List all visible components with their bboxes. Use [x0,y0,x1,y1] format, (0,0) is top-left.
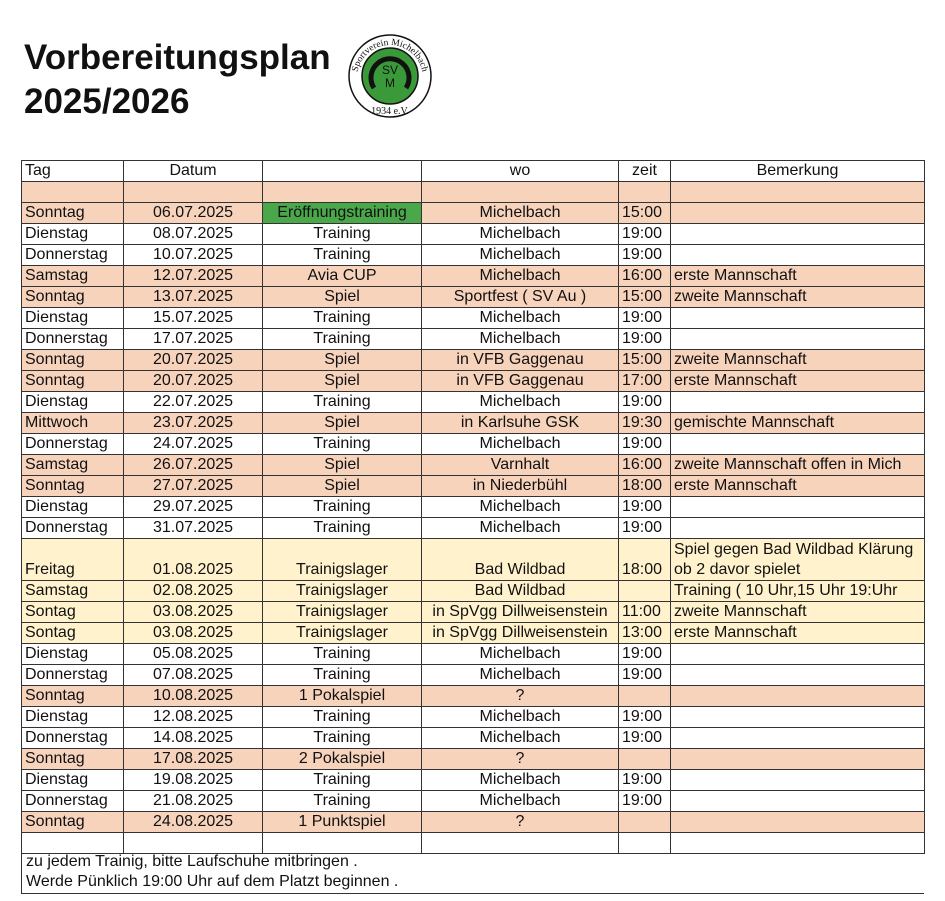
cell-wo: Michelbach [422,665,619,686]
cell-zeit: 19:00 [619,644,671,665]
logo-bottom-text: 1934 e.V. [371,106,409,117]
cell-datum: 20.07.2025 [124,350,263,371]
cell-event [263,833,422,854]
table-row [22,203,925,224]
cell-zeit: 16:00 [619,266,671,287]
cell-zeit: 18:00 [619,539,671,581]
cell-event: 1 Pokalspiel [263,686,422,707]
cell-datum: 08.07.2025 [124,224,263,245]
cell-event: Training [263,665,422,686]
cell-wo [422,182,619,203]
cell-zeit: 16:00 [619,455,671,476]
cell-wo: Michelbach [422,518,619,539]
cell-event: 2 Pokalspiel [263,749,422,770]
cell-tag: Dienstag [22,497,124,518]
cell-event: Training [263,392,422,413]
cell-datum: 05.08.2025 [124,644,263,665]
cell-datum: 24.07.2025 [124,434,263,455]
table-row [22,455,925,476]
cell-wo: Michelbach [422,770,619,791]
club-logo [344,32,436,120]
cell-event: Training [263,770,422,791]
cell-wo: in SpVgg Dillweisenstein [422,623,619,644]
cell-event: Spiel [263,413,422,434]
cell-wo: Bad Wildbad [422,581,619,602]
cell-wo: Michelbach [422,245,619,266]
logo-initials-top: SV [381,63,399,77]
cell-event [263,182,422,203]
table-row [22,581,925,602]
table-row [22,644,925,665]
cell-datum: 17.08.2025 [124,749,263,770]
cell-event: Training [263,707,422,728]
cell-datum [124,833,263,854]
table-row [22,476,925,497]
cell-datum: 27.07.2025 [124,476,263,497]
cell-wo: Michelbach [422,497,619,518]
cell-tag: Dienstag [22,707,124,728]
cell-bemerkung [671,644,925,665]
cell-bemerkung [671,749,925,770]
table-row [22,329,925,350]
cell-wo: in VFB Gaggenau [422,350,619,371]
cell-event: Training [263,329,422,350]
cell-bemerkung [671,833,925,854]
cell-zeit: 15:00 [619,287,671,308]
cell-zeit: 19:00 [619,728,671,749]
cell-bemerkung: zweite Mannschaft [671,287,925,308]
cell-wo: Michelbach [422,644,619,665]
cell-zeit [619,812,671,833]
cell-event: Trainigslager [263,581,422,602]
cell-bemerkung [671,665,925,686]
cell-event: Spiel [263,287,422,308]
table-row [22,308,925,329]
cell-tag: Sonntag [22,203,124,224]
cell-wo: Michelbach [422,203,619,224]
cell-wo: Bad Wildbad [422,539,619,581]
cell-zeit [619,686,671,707]
cell-datum: 23.07.2025 [124,413,263,434]
header-tag: Tag [22,161,124,182]
cell-wo: Michelbach [422,392,619,413]
cell-tag: Dienstag [22,644,124,665]
cell-tag: Donnerstag [22,728,124,749]
cell-wo: in Niederbühl [422,476,619,497]
cell-datum: 13.07.2025 [124,287,263,308]
cell-wo: ? [422,812,619,833]
cell-datum: 26.07.2025 [124,455,263,476]
cell-datum: 01.08.2025 [124,539,263,581]
cell-zeit: 11:00 [619,602,671,623]
table-row [22,371,925,392]
cell-tag: Freitag [22,539,124,581]
cell-zeit [619,182,671,203]
cell-wo: ? [422,686,619,707]
table-row [22,287,925,308]
cell-zeit: 17:00 [619,371,671,392]
cell-event: Training [263,245,422,266]
cell-wo: Michelbach [422,266,619,287]
cell-wo: in VFB Gaggenau [422,371,619,392]
table-row [22,539,925,581]
cell-wo: in Karlsuhe GSK [422,413,619,434]
cell-tag [22,833,124,854]
cell-datum: 19.08.2025 [124,770,263,791]
cell-event: Spiel [263,350,422,371]
cell-bemerkung: Spiel gegen Bad Wildbad Klärung ob 2 davor spielet [671,539,925,581]
cell-tag: Donnerstag [22,329,124,350]
cell-event: Training [263,308,422,329]
cell-event: Avia CUP [263,266,422,287]
cell-tag: Sonntag [22,350,124,371]
table-row [22,623,925,644]
cell-event: 1 Punktspiel [263,812,422,833]
header-event [263,161,422,182]
footer-notes [21,852,924,894]
cell-bemerkung [671,791,925,812]
table-row [22,350,925,371]
cell-zeit: 19:00 [619,308,671,329]
cell-tag: Samstag [22,266,124,287]
table-row [22,602,925,623]
table-row [22,434,925,455]
cell-zeit: 19:00 [619,770,671,791]
table-row [22,518,925,539]
cell-event: Training [263,644,422,665]
footer-line-2: Werde Pünklich 19:00 Uhr auf dem Platzt beginnen . [26,873,399,890]
table-row [22,182,925,203]
table-row [22,686,925,707]
cell-datum: 03.08.2025 [124,623,263,644]
cell-datum: 20.07.2025 [124,371,263,392]
cell-event: Spiel [263,476,422,497]
title-line-2: 2025/2026 [24,82,190,121]
cell-datum [124,182,263,203]
cell-datum: 03.08.2025 [124,602,263,623]
cell-tag: Samstag [22,455,124,476]
table-row [22,791,925,812]
cell-datum: 21.08.2025 [124,791,263,812]
cell-zeit: 19:00 [619,245,671,266]
table-row [22,392,925,413]
cell-bemerkung [671,203,925,224]
cell-tag: Sonntag [22,749,124,770]
footer-line-1: zu jedem Trainig, bitte Laufschuhe mitbringen . [26,853,358,870]
cell-datum: 07.08.2025 [124,665,263,686]
cell-bemerkung [671,245,925,266]
cell-wo: ? [422,749,619,770]
cell-zeit: 18:00 [619,476,671,497]
table-row [22,497,925,518]
cell-bemerkung [671,497,925,518]
cell-tag: Sontag [22,623,124,644]
cell-tag: Sonntag [22,287,124,308]
cell-datum: 22.07.2025 [124,392,263,413]
cell-zeit: 19:00 [619,392,671,413]
cell-zeit: 15:00 [619,203,671,224]
logo-initials-bottom: M [385,76,395,90]
cell-event: Trainigslager [263,539,422,581]
cell-bemerkung: zweite Mannschaft [671,350,925,371]
logo-top-text: Sportverein Michelbach [350,37,430,73]
cell-wo: Michelbach [422,329,619,350]
cell-datum: 10.08.2025 [124,686,263,707]
cell-zeit: 19:00 [619,329,671,350]
table-row [22,728,925,749]
cell-tag: Sonntag [22,476,124,497]
cell-tag: Dienstag [22,224,124,245]
cell-wo: Michelbach [422,707,619,728]
cell-wo: Michelbach [422,224,619,245]
cell-datum: 17.07.2025 [124,329,263,350]
cell-zeit: 19:00 [619,224,671,245]
cell-bemerkung [671,182,925,203]
cell-datum: 06.07.2025 [124,203,263,224]
cell-tag: Mittwoch [22,413,124,434]
cell-tag: Dienstag [22,308,124,329]
cell-tag: Donnerstag [22,791,124,812]
cell-zeit: 19:00 [619,665,671,686]
cell-datum: 14.08.2025 [124,728,263,749]
table-row [22,833,925,854]
cell-bemerkung: erste Mannschaft [671,476,925,497]
cell-event: Eröffnungstraining [263,203,422,224]
cell-bemerkung [671,329,925,350]
cell-bemerkung: erste Mannschaft [671,371,925,392]
header-zeit: zeit [619,161,671,182]
cell-wo [422,833,619,854]
table-row [22,224,925,245]
cell-bemerkung [671,686,925,707]
cell-tag: Donnerstag [22,665,124,686]
cell-tag: Sonntag [22,371,124,392]
cell-wo: Michelbach [422,434,619,455]
cell-tag: Sonntag [22,812,124,833]
cell-zeit: 13:00 [619,623,671,644]
cell-tag: Dienstag [22,770,124,791]
cell-wo: Michelbach [422,791,619,812]
cell-zeit: 15:00 [619,350,671,371]
cell-tag: Donnerstag [22,434,124,455]
cell-zeit: 19:00 [619,434,671,455]
cell-event: Spiel [263,371,422,392]
cell-datum: 10.07.2025 [124,245,263,266]
title-line-1: Vorbereitungsplan [24,38,331,77]
schedule-table [21,160,925,854]
cell-bemerkung: zweite Mannschaft offen in Mich [671,455,925,476]
cell-bemerkung [671,707,925,728]
cell-tag: Sonntag [22,686,124,707]
cell-tag: Sontag [22,602,124,623]
cell-bemerkung: erste Mannschaft [671,266,925,287]
cell-datum: 24.08.2025 [124,812,263,833]
cell-bemerkung: gemischte Mannschaft [671,413,925,434]
table-row [22,812,925,833]
header-row [22,161,925,182]
cell-bemerkung: zweite Mannschaft [671,602,925,623]
table-row [22,770,925,791]
cell-event: Training [263,434,422,455]
cell-bemerkung [671,770,925,791]
cell-bemerkung [671,812,925,833]
table-row [22,413,925,434]
cell-datum: 29.07.2025 [124,497,263,518]
cell-zeit [619,749,671,770]
cell-datum: 02.08.2025 [124,581,263,602]
table-row [22,245,925,266]
cell-event: Training [263,728,422,749]
cell-event: Trainigslager [263,623,422,644]
table-row [22,707,925,728]
cell-bemerkung: erste Mannschaft [671,623,925,644]
cell-wo: Varnhalt [422,455,619,476]
cell-wo: in SpVgg Dillweisenstein [422,602,619,623]
cell-tag [22,182,124,203]
cell-datum: 31.07.2025 [124,518,263,539]
cell-bemerkung: Training ( 10 Uhr,15 Uhr 19:Uhr [671,581,925,602]
cell-zeit: 19:00 [619,791,671,812]
header-wo: wo [422,161,619,182]
cell-bemerkung [671,308,925,329]
cell-zeit [619,833,671,854]
cell-datum: 15.07.2025 [124,308,263,329]
cell-tag: Samstag [22,581,124,602]
cell-event: Spiel [263,455,422,476]
header-datum: Datum [124,161,263,182]
cell-wo: Sportfest ( SV Au ) [422,287,619,308]
cell-datum: 12.08.2025 [124,707,263,728]
cell-event: Training [263,518,422,539]
cell-wo: Michelbach [422,308,619,329]
cell-event: Training [263,497,422,518]
page-title [24,36,331,124]
cell-event: Trainigslager [263,602,422,623]
cell-datum: 12.07.2025 [124,266,263,287]
cell-bemerkung [671,392,925,413]
cell-bemerkung [671,728,925,749]
cell-bemerkung [671,434,925,455]
table-row [22,749,925,770]
cell-tag: Donnerstag [22,245,124,266]
cell-bemerkung [671,518,925,539]
cell-zeit: 19:00 [619,497,671,518]
cell-tag: Donnerstag [22,518,124,539]
table-row [22,665,925,686]
cell-wo: Michelbach [422,728,619,749]
header-bemerkung: Bemerkung [671,161,925,182]
cell-event: Training [263,224,422,245]
cell-zeit: 19:00 [619,518,671,539]
cell-bemerkung [671,224,925,245]
table-row [22,266,925,287]
cell-tag: Dienstag [22,392,124,413]
cell-zeit [619,581,671,602]
cell-zeit: 19:30 [619,413,671,434]
cell-zeit: 19:00 [619,707,671,728]
cell-event: Training [263,791,422,812]
